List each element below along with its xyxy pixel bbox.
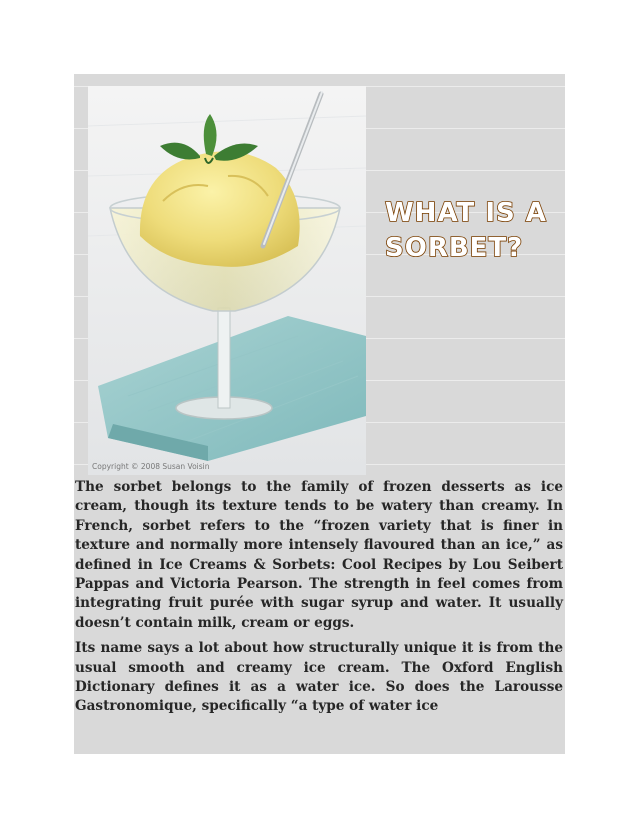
page-title: WHAT IS A SORBET? [385,198,547,263]
paragraph: The sorbet belongs to the family of frozen desserts as ice cream, though its texture tends to be watery than creamy. In French, sorbet refers to the “frozen variety that is finer in texture and normally more intensely flavoured than an ice,” as defined in Ice Creams & Sorbets: Cool Recipes by Lou Seibert Pappas and Victoria Pearson. The strength in feel comes from integrating fruit purée with sugar syrup and water. It usually doesn’t contain milk, cream or eggs. [75,479,563,631]
paragraph: Its name says a lot about how structurally unique it is from the usual smooth and creamy ice cream. The Oxford English Dictionary defines it as a water ice. So does the Larousse Gastronomique, specifically “a type of water ice [75,640,563,715]
article-body [75,478,563,723]
sorbet-photo [88,86,366,475]
photo-copyright: Copyright © 2008 Susan Voisin [92,462,210,471]
